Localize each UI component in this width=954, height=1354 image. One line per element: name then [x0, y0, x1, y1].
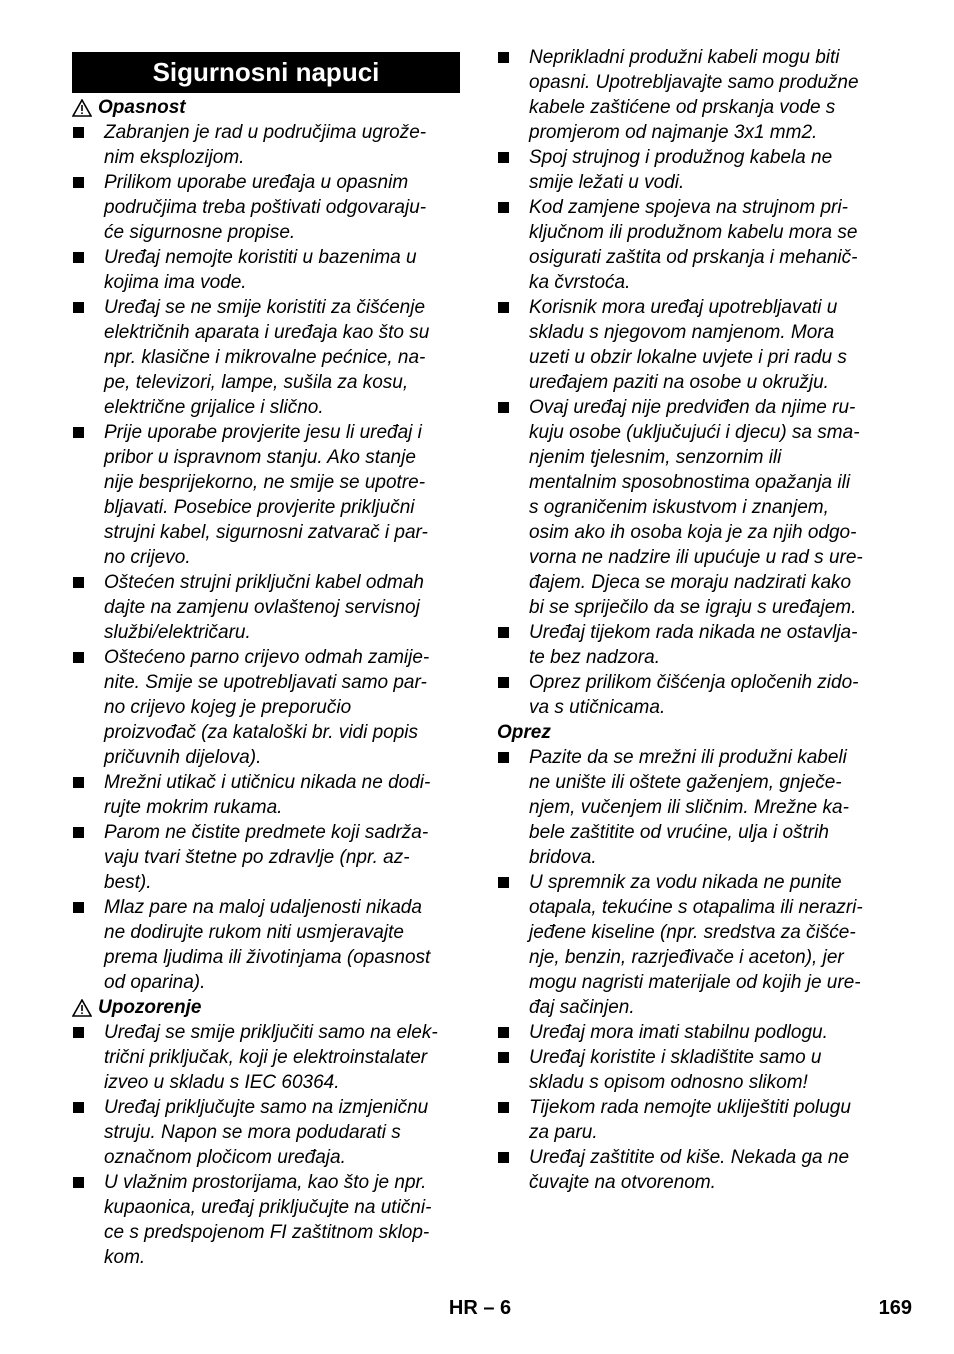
- warning-heading: [72, 995, 460, 1020]
- bullet-square-icon: [498, 1052, 509, 1063]
- list-item: Oprez prilikom čišćenja opločenih zido- va s utičnicama.: [497, 670, 889, 720]
- warning-triangle-icon: [72, 999, 98, 1017]
- bullet-square-icon: [73, 1177, 84, 1188]
- list-item: U spremnik za vodu nikada ne punite otapala, tekućine s otapalima ili nerazri- jeđene kiseline (npr. sredstva za čišće- nje, benzin, razrjeđivače i aceton), jer mogu nagristi materijale od kojih je ure- đaj sačinjen.: [497, 870, 889, 1020]
- bullet-square-icon: [498, 152, 509, 163]
- bullet-square-icon: [498, 1102, 509, 1113]
- warning-list: [72, 1020, 460, 1270]
- bullet-square-icon: [73, 777, 84, 788]
- bullet-square-icon: [498, 877, 509, 888]
- bullet-square-icon: [73, 902, 84, 913]
- list-item: Pazite da se mrežni ili produžni kabeli ne unište ili oštete gaženjem, gnječe- njem, vučenjem ili sličnim. Mrežne ka- bele zaštitite od vrućine, ulja i oštrih bridova.: [497, 745, 889, 870]
- bullet-square-icon: [498, 752, 509, 763]
- bullet-square-icon: [498, 52, 509, 63]
- general-list: [497, 45, 889, 720]
- list-item: Prije uporabe provjerite jesu li uređaj i pribor u ispravnom stanju. Ako stanje nije besprijekorno, ne smije se upotre- bljavati. Posebice provjerite priključni strujni kabel, sigurnosni zatvarač i par- no crijevo.: [72, 420, 460, 570]
- bullet-square-icon: [73, 1027, 84, 1038]
- warning-label: Upozorenje: [98, 997, 202, 1018]
- caution-label: Oprez: [497, 722, 551, 743]
- danger-heading: [72, 95, 460, 120]
- list-item: Zabranjen je rad u područjima ugrože- nim eksplozijom.: [72, 120, 460, 170]
- list-item: Uređaj koristite i skladištite samo u skladu s opisom odnosno slikom!: [497, 1045, 889, 1095]
- list-item: Neprikladni produžni kabeli mogu biti opasni. Upotrebljavajte samo produžne kabele zaštićene od prskanja vode s promjerom od najmanje 3x1 mm2.: [497, 45, 889, 145]
- list-item: Korisnik mora uređaj upotrebljavati u skladu s njegovom namjenom. Mora uzeti u obzir lokalne uvjete i pri radu s uređajem paziti na osobe u okružju.: [497, 295, 889, 395]
- bullet-square-icon: [73, 652, 84, 663]
- list-item: Mlaz pare na maloj udaljenosti nikada ne dodirujte rukom niti usmjeravajte prema ljudima ili životinjama (opasnost od oparina).: [72, 895, 460, 995]
- list-item: Uređaj nemojte koristiti u bazenima u kojima ima vode.: [72, 245, 460, 295]
- bullet-square-icon: [73, 1102, 84, 1113]
- list-item: Ovaj uređaj nije predviđen da njime ru- kuju osobe (uključujući i djecu) sa sma- njenim tjelesnim, senzornim ili mentalnim sposobnostima opažanja ili s ograničenim iskustvom i znanjem, osim ako ih osoba koja je za njih odgo- vorna ne nadzire ili upućuje u rad s ure- đajem. Djeca se moraju nadzirati kako bi se spriječilo da se igraju s uređajem.: [497, 395, 889, 620]
- list-item: Oštećen strujni priključni kabel odmah dajte na zamjenu ovlaštenoj servisnoj službi/električaru.: [72, 570, 460, 645]
- bullet-square-icon: [498, 627, 509, 638]
- page-number: 169: [878, 1297, 912, 1319]
- list-item: Uređaj tijekom rada nikada ne ostavlja- te bez nadzora.: [497, 620, 889, 670]
- caution-list: [497, 745, 889, 1195]
- bullet-square-icon: [73, 302, 84, 313]
- list-item: Uređaj se ne smije koristiti za čišćenje električnih aparata i uređaja kao što su npr. klasične i mikrovalne pećnice, na- pe, televizori, lampe, sušila za kosu, električne grijalice i slično.: [72, 295, 460, 420]
- list-item: Uređaj mora imati stabilnu podlogu.: [497, 1020, 889, 1045]
- bullet-square-icon: [498, 1152, 509, 1163]
- right-column: [497, 45, 889, 1195]
- list-item: Uređaj se smije priključiti samo na elek- trični priključak, koji je elektroinstalater izveo u skladu s IEC 60364.: [72, 1020, 460, 1095]
- list-item: Parom ne čistite predmete koji sadrža- vaju tvari štetne po zdravlje (npr. az- best).: [72, 820, 460, 895]
- list-item: Kod zamjene spojeva na strujnom pri- ključnom ili produžnom kabelu mora se osigurati zaštita od prskanja i mehanič- ka čvrstoća.: [497, 195, 889, 295]
- list-item: Tijekom rada nemojte ukliještiti polugu za paru.: [497, 1095, 889, 1145]
- bullet-square-icon: [498, 202, 509, 213]
- warning-triangle-icon: [72, 99, 98, 117]
- list-item: Mrežni utikač i utičnicu nikada ne dodi- rujte mokrim rukama.: [72, 770, 460, 820]
- list-item: Uređaj zaštitite od kiše. Nekada ga ne čuvajte na otvorenom.: [497, 1145, 889, 1195]
- list-item: Prilikom uporabe uređaja u opasnim područjima treba poštivati odgovaraju- će sigurnosne propise.: [72, 170, 460, 245]
- caution-heading: [497, 720, 889, 745]
- left-column: [72, 45, 460, 1270]
- page-title: Sigurnosni napuci: [72, 52, 460, 93]
- list-item: Oštećeno parno crijevo odmah zamije- nite. Smije se upotrebljavati samo par- no crijevo kojeg je preporučio proizvođač (za kataloški br. vidi popis pričuvnih dijelova).: [72, 645, 460, 770]
- bullet-square-icon: [498, 677, 509, 688]
- bullet-square-icon: [498, 1027, 509, 1038]
- bullet-square-icon: [73, 427, 84, 438]
- list-item: Spoj strujnog i produžnog kabela ne smije ležati u vodi.: [497, 145, 889, 195]
- bullet-square-icon: [73, 577, 84, 588]
- footer-section-label: HR – 6: [448, 1297, 512, 1319]
- bullet-square-icon: [73, 252, 84, 263]
- list-item: U vlažnim prostorijama, kao što je npr. kupaonica, uređaj priključujte na utični- ce s predspojenom FI zaštitnom sklop- kom.: [72, 1170, 460, 1270]
- bullet-square-icon: [73, 827, 84, 838]
- danger-list: [72, 120, 460, 995]
- bullet-square-icon: [73, 127, 84, 138]
- bullet-square-icon: [73, 177, 84, 188]
- danger-label: Opasnost: [98, 97, 186, 118]
- bullet-square-icon: [498, 302, 509, 313]
- list-item: Uređaj priključujte samo na izmjeničnu struju. Napon se mora podudarati s označnom pločicom uređaja.: [72, 1095, 460, 1170]
- bullet-square-icon: [498, 402, 509, 413]
